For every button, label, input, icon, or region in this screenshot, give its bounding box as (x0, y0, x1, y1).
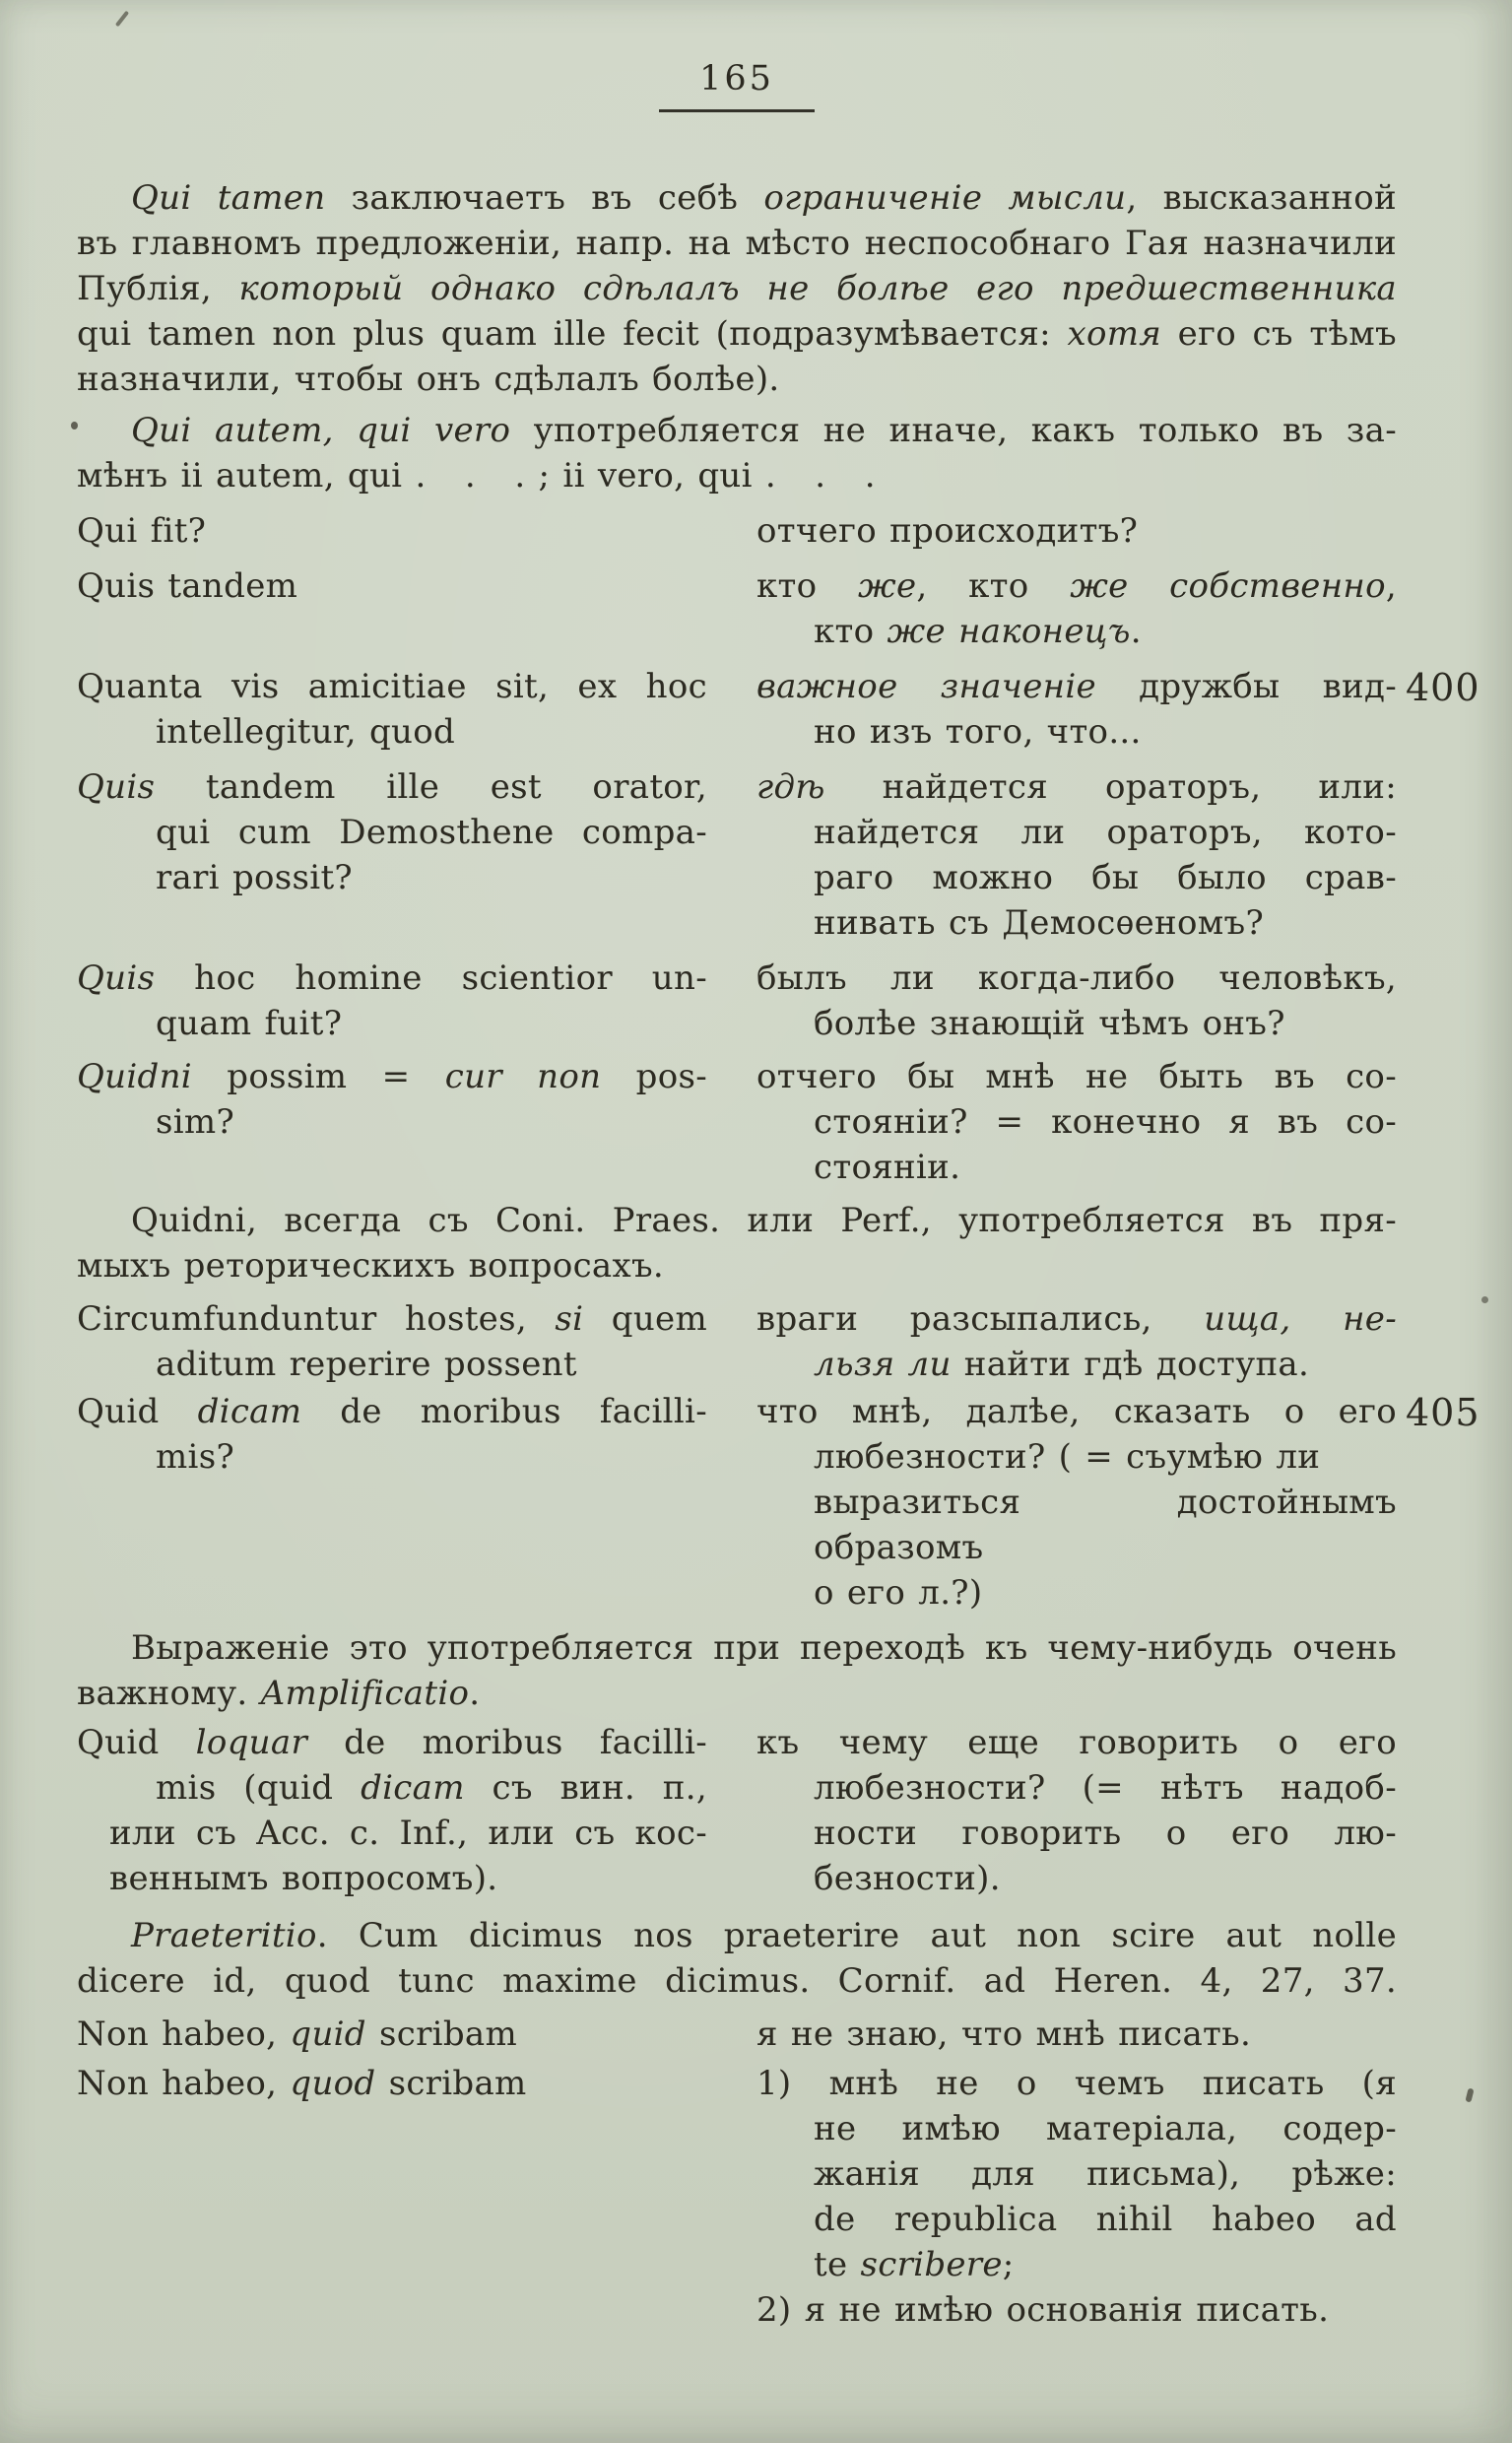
text-line: выразиться достойнымъ образомъ (814, 1483, 1397, 1567)
russian-column (756, 508, 1397, 554)
russian-column (756, 1296, 1397, 1387)
text-line: Выраженіе это употребляется при переходѣ къ чему-нибудь очень (131, 1628, 1397, 1668)
paragraph-qui-tamen (77, 175, 1397, 402)
latin-column (77, 2061, 707, 2333)
text-line: Qui fit? (77, 511, 207, 551)
text-line: Quis tandem ille est orator, (77, 767, 707, 807)
text-line: къ чему еще говорить о его (756, 1723, 1397, 1762)
russian-column (756, 664, 1397, 755)
text-line: веннымъ вопросомъ). (109, 1859, 498, 1898)
glossary-entry (77, 2061, 1397, 2333)
glossary-entry (77, 764, 1397, 946)
note-amplificatio (77, 1625, 1397, 1716)
text-line: de republica nihil habeo ad (814, 2200, 1397, 2239)
text-line: что мнѣ, далѣе, сказать о его (756, 1392, 1397, 1431)
glossary-entry (77, 664, 1480, 755)
text-line: Circumfunduntur hostes, si quem (77, 1299, 707, 1339)
text-line: Quid dicam de moribus facilli- (77, 1392, 707, 1431)
text-line: отчего бы мнѣ не быть въ со- (756, 1057, 1397, 1096)
glossary-entry (77, 1296, 1397, 1387)
latin-column (77, 563, 707, 654)
text-line: но изъ того, что... (814, 712, 1142, 752)
ink-speck (1481, 1296, 1488, 1303)
text-line: нивать съ Демосѳеномъ? (814, 903, 1264, 943)
text-line: безности). (814, 1859, 1001, 1898)
text-line: я не знаю, что мнѣ писать. (756, 2014, 1252, 2054)
text-line: Non habeo, quid scribam (77, 2014, 517, 2054)
text-line: Qui autem, qui vero употребляется не иначе, какъ только въ за- (131, 411, 1397, 450)
latin-column (77, 764, 707, 946)
text-line: dicere id, quod tunc maxime dicimus. Cornif. ad Heren. 4, 27, 37. (77, 1961, 1397, 2001)
text-line: болѣе знающій чѣмъ онъ? (814, 1004, 1285, 1043)
text-line: Quis hoc homine scientior un- (77, 958, 707, 998)
text-line: найдется ли ораторъ, кото- (814, 813, 1397, 852)
glossary-entry (77, 508, 1397, 554)
text-line: о его л.?) (814, 1573, 983, 1613)
text-line: Quidni possim = cur non pos- (77, 1057, 708, 1096)
text-line: te scribere; (814, 2245, 1015, 2284)
text-line: любезности? ( = съумѣю ли (814, 1437, 1321, 1477)
glossary-entry (77, 1389, 1480, 1616)
note-praeteritio (77, 1913, 1397, 2004)
text-line: стояніи? = конечно я въ со- (814, 1102, 1397, 1142)
text-line: кто же наконецъ. (814, 612, 1142, 651)
text-line: или съ Acc. c. Inf., или съ кос- (109, 1814, 707, 1853)
text-line: раго можно бы было срав- (814, 858, 1397, 897)
text-line: отчего происходитъ? (756, 511, 1139, 551)
text-line: любезности? (= нѣтъ надоб- (814, 1768, 1397, 1808)
margin-number: 405 (1406, 1391, 1480, 1434)
text-line: aditum reperire possent (156, 1345, 577, 1384)
text-line: Quid loquar de moribus facilli- (77, 1723, 707, 1762)
text-line: важному. Amplificatio. (77, 1674, 481, 1713)
text-line: въ главномъ предложеніи, напр. на мѣсто неспособнаго Гая назначили (77, 224, 1397, 263)
text-line: qui cum Demosthene compa- (156, 813, 707, 852)
text-line: не имѣю матеріала, содер- (814, 2109, 1397, 2148)
russian-column (756, 764, 1397, 946)
text-line: важное значеніе дружбы вид- (756, 667, 1398, 706)
text-line: Quis tandem (77, 566, 298, 606)
page-content (77, 175, 1480, 2333)
russian-column (756, 2012, 1397, 2057)
page-header (77, 59, 1397, 112)
page-number: 165 (699, 59, 774, 99)
text-line: 2) я не имѣю основанія писать. (756, 2290, 1330, 2330)
text-line: стояніи. (814, 1148, 961, 1187)
text-line: кто же, кто же собственно, (756, 566, 1397, 606)
text-line: quam fuit? (156, 1004, 343, 1043)
text-line: sim? (156, 1102, 234, 1142)
glossary-entry (77, 563, 1397, 654)
russian-column (756, 2061, 1397, 2333)
russian-column (756, 1720, 1397, 1901)
latin-column (77, 1720, 707, 1901)
russian-column (756, 563, 1397, 654)
text-line: Non habeo, quod scribam (77, 2064, 527, 2103)
latin-column (77, 956, 707, 1046)
text-line: Публія, который однако сдѣлалъ не болѣе его предшественника (77, 269, 1397, 308)
latin-column (77, 1389, 707, 1616)
text-line: mis (quid dicam съ вин. п., (156, 1768, 707, 1808)
russian-column (756, 1389, 1397, 1616)
text-line: qui tamen non plus quam ille fecit (подразумѣвается: хотя его съ тѣмъ (77, 314, 1397, 354)
latin-column (77, 1054, 707, 1190)
text-line: intellegitur, quod (156, 712, 456, 752)
text-line: льзя ли найти гдѣ доступа. (814, 1345, 1310, 1384)
text-line: 1) мнѣ не о чемъ писать (я (756, 2064, 1397, 2103)
ink-speck (1465, 2087, 1474, 2102)
text-line: Praeteritio. Cum dicimus nos praeterire aut non scire aut nolle (131, 1916, 1397, 1955)
text-line: мыхъ реторическихъ вопросахъ. (77, 1246, 665, 1286)
latin-column (77, 508, 707, 554)
latin-column (77, 2012, 707, 2057)
text-line: Qui tamen заключаетъ въ себѣ ограниченіе мысли, высказанной (131, 178, 1397, 218)
text-line: ности говорить о его лю- (814, 1814, 1397, 1853)
text-line: Quidni, всегда съ Coni. Praes. или Perf., употребляется въ пря- (131, 1201, 1397, 1240)
glossary-entry (77, 1720, 1397, 1901)
text-line: назначили, чтобы онъ сдѣлалъ болѣе). (77, 360, 780, 399)
margin-number: 400 (1406, 666, 1480, 709)
ink-speck (115, 11, 129, 28)
paragraph-qui-autem (77, 408, 1397, 498)
text-line: rari possit? (156, 858, 353, 897)
latin-column (77, 1296, 707, 1387)
text-line: Quanta vis amicitiae sit, ex hoc (77, 667, 707, 706)
russian-column (756, 1054, 1397, 1190)
note-quidni (77, 1198, 1397, 1288)
text-line: гдѣ найдется ораторъ, или: (756, 767, 1397, 807)
text-line: враги разсыпались, ища, не- (756, 1299, 1397, 1339)
page-number-rule (659, 109, 815, 112)
text-line: mis? (156, 1437, 234, 1477)
text-line: былъ ли когда-либо человѣкъ, (756, 958, 1397, 998)
russian-column (756, 956, 1397, 1046)
glossary-entry (77, 956, 1397, 1046)
text-line: жанія для письма), рѣже: (814, 2154, 1397, 2194)
latin-column (77, 664, 707, 755)
glossary-entry (77, 1054, 1397, 1190)
glossary-entry (77, 2012, 1397, 2057)
text-line: мѣнъ ii autem, qui . . . ; ii vero, qui . . . (77, 456, 876, 495)
